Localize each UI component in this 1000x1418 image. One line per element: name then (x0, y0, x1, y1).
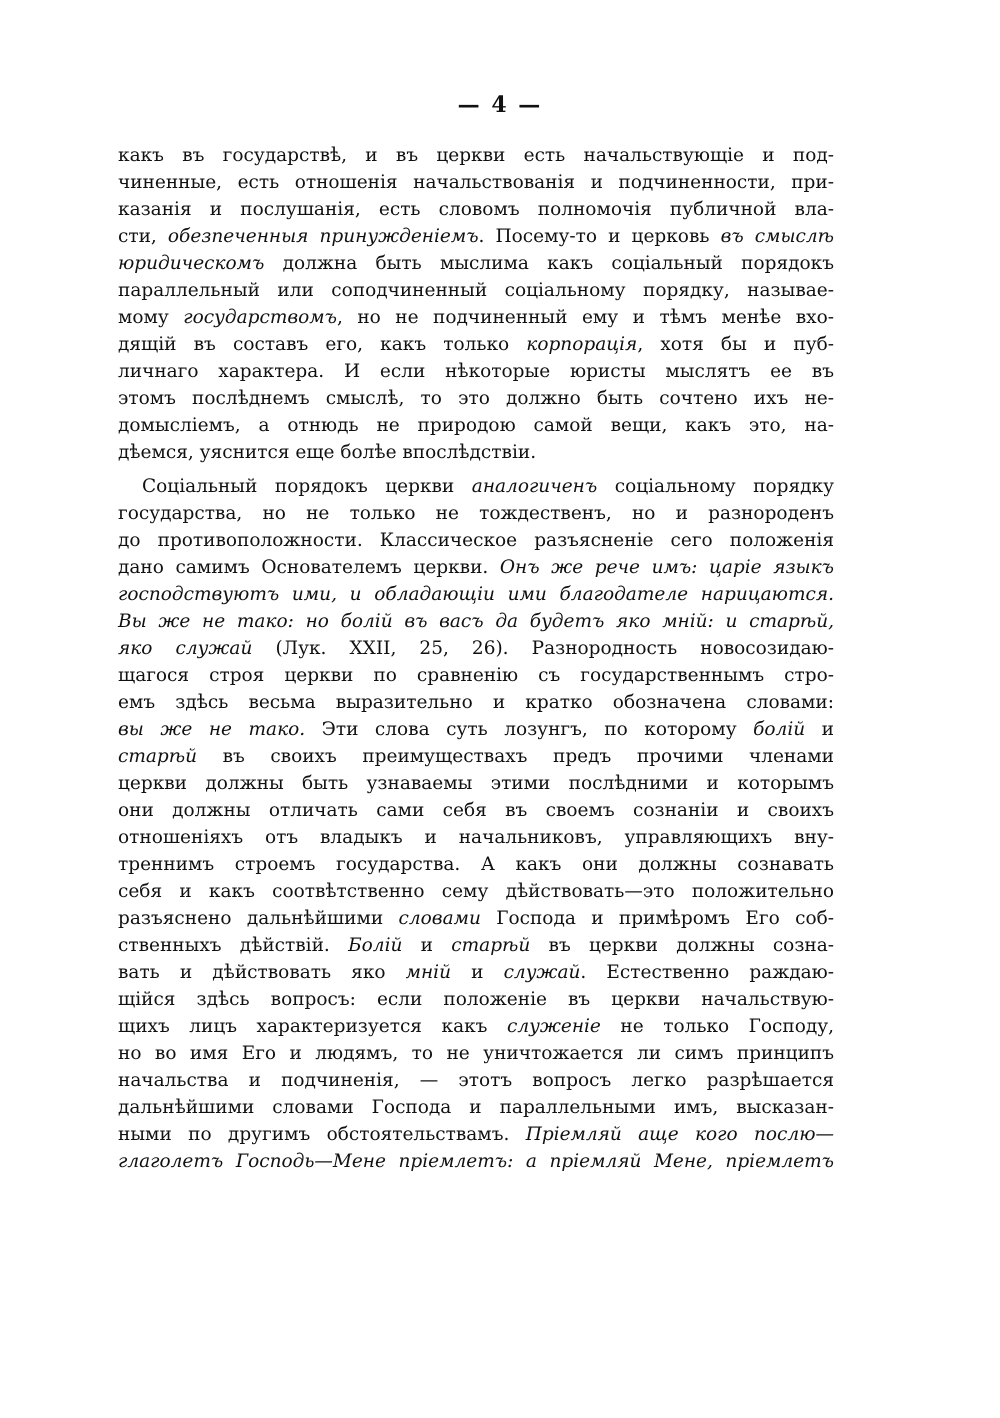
text-line: дано самимъ Основателемъ церкви. Онъ же рече имъ: царіе языкъ (118, 557, 834, 578)
paragraph-gap (118, 466, 834, 473)
text-line: начальства и подчиненія, — этотъ вопросъ легко разрѣшается (118, 1070, 834, 1091)
text-line: юридическомъ должна быть мыслима какъ соціальный порядокъ (118, 253, 834, 274)
text-line: вать и дѣйствовать яко мній и служай. Естественно раждаю- (118, 962, 834, 983)
text-line: ными по другимъ обстоятельствамъ. Пріемляй аще кого послю— (118, 1124, 834, 1145)
page-number: — 4 — (457, 92, 543, 118)
body-text (118, 142, 834, 1175)
text-line: параллельный или соподчиненный соціальному порядку, называе- (118, 280, 834, 301)
text-line: они должны отличать сами себя въ своемъ сознаніи и своихъ (118, 800, 834, 821)
text-line: старѣй въ своихъ преимуществахъ предъ прочими членами (118, 746, 834, 767)
text-line: дальнѣйшими словами Господа и параллельными имъ, высказан- (118, 1097, 834, 1118)
paragraph (118, 473, 834, 1175)
paragraph (118, 142, 834, 466)
text-line: отношеніяхъ отъ владыкъ и начальниковъ, управляющихъ вну- (118, 827, 834, 848)
text-line: ственныхъ дѣйствій. Болій и старѣй въ церкви должны созна- (118, 935, 835, 956)
text-line: разъяснено дальнѣйшими словами Господа и примѣромъ Его соб- (118, 908, 834, 929)
text-line: до противоположности. Классическое разъясненіе сего положенія (118, 530, 834, 551)
text-line: личнаго характера. И если нѣкоторые юристы мыслятъ ее въ (118, 361, 834, 382)
text-line: Вы же не тако: но болій въ васъ да будетъ яко мній: и старѣй, (118, 611, 834, 632)
text-line: государства, но не только не тождественъ, но и разнороденъ (118, 503, 834, 524)
text-line: чиненные, есть отношенія начальствованія и подчиненности, при- (118, 172, 834, 193)
text-line: этомъ послѣднемъ смыслѣ, то это должно быть сочтено ихъ не- (118, 388, 834, 409)
text-line: щійся здѣсь вопросъ: если положеніе въ церкви начальствую- (118, 989, 834, 1010)
text-line: себя и какъ соотвѣтственно сему дѣйствовать—это положительно (118, 881, 834, 902)
text-line: емъ здѣсь весьма выразительно и кратко обозначена словами: (118, 692, 834, 713)
text-line: вы же не тако. Эти слова суть лозунгъ, по которому болій и (118, 719, 835, 740)
text-line: господствуютъ ими, и обладающіи ими благодателе нарицаются. (118, 584, 834, 605)
text-line: дящій въ составъ его, какъ только корпорація, хотя бы и пуб- (118, 334, 834, 355)
text-line: глаголетъ Господь—Мене пріемлетъ: а пріемляй Мене, пріемлетъ (118, 1151, 834, 1172)
text-line: какъ въ государствѣ, и въ церкви есть начальствующіе и под- (118, 145, 834, 166)
text-line: яко служай (Лук. XXII, 25, 26). Разнородность новосозидаю- (118, 638, 834, 659)
text-line: дѣемся, уяснится еще болѣе впослѣдствіи. (118, 442, 537, 463)
text-line: казанія и послушанія, есть словомъ полномочія публичной вла- (118, 199, 834, 220)
text-line: но во имя Его и людямъ, то не уничтожается ли симъ принципъ (118, 1043, 834, 1064)
text-line: щагося строя церкви по сравненію съ государственнымъ стро- (118, 665, 834, 686)
text-line: мому государствомъ, но не подчиненный ему и тѣмъ менѣе вхо- (118, 307, 835, 328)
text-line: сти, обезпеченныя принужденіемъ. Посему-то и церковь въ смыслѣ (118, 226, 835, 247)
text-line: треннимъ строемъ государства. А какъ они должны сознавать (118, 854, 834, 875)
text-line: церкви должны быть узнаваемы этими послѣдними и которымъ (118, 773, 834, 794)
text-line: домысліемъ, а отнюдь не природою самой вещи, какъ это, на- (118, 415, 834, 436)
text-line: Соціальный порядокъ церкви аналогиченъ соціальному порядку (142, 476, 835, 497)
text-line: щихъ лицъ характеризуется какъ служеніе не только Господу, (118, 1016, 835, 1037)
